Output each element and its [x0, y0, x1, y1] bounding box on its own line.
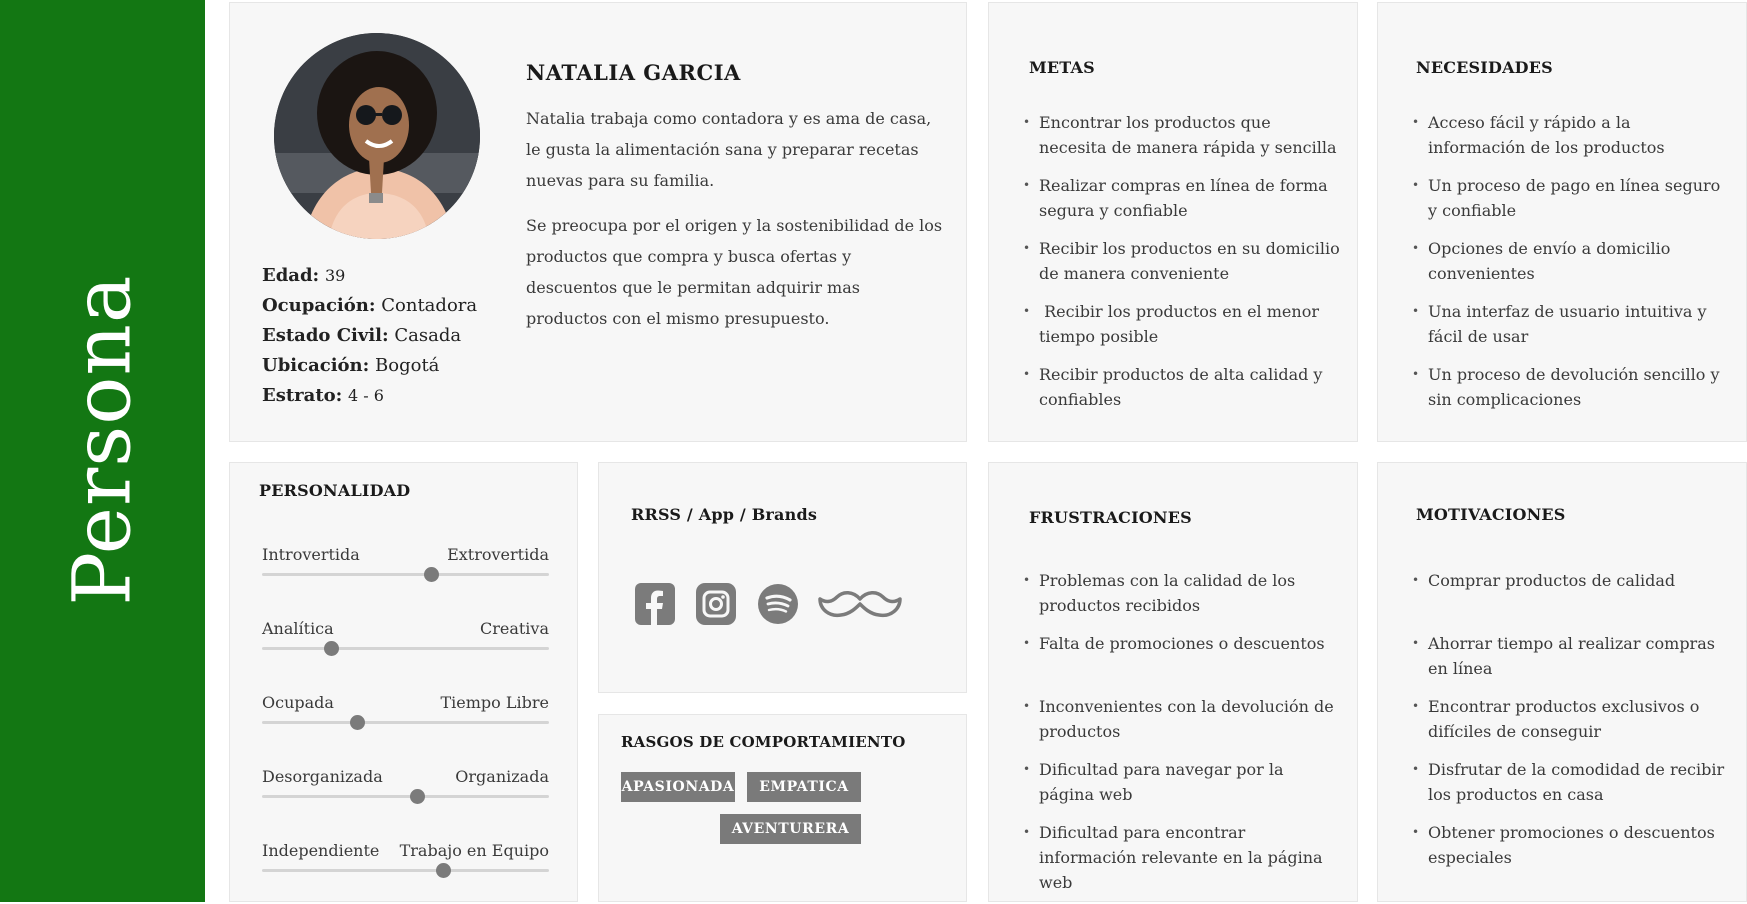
list-item: • Recibir los productos en el menor tiempo posible: [1023, 299, 1341, 349]
slider-thumb[interactable]: [410, 789, 425, 804]
slider-left-label: Introvertida: [262, 545, 360, 564]
facebook-icon[interactable]: [635, 583, 675, 625]
frustraciones-list: [1023, 568, 1341, 895]
profile-facts: [262, 261, 477, 411]
list-item: • Un proceso de pago en línea seguro y confiable: [1412, 173, 1732, 223]
persona-name: NATALIA GARCIA: [526, 60, 741, 85]
slider-thumb[interactable]: [350, 715, 365, 730]
frustraciones-card: [988, 462, 1358, 902]
slider-track[interactable]: [262, 573, 549, 576]
list-item: • Dificultad para encontrar información relevante en la página web: [1023, 820, 1341, 895]
slider-track[interactable]: [262, 721, 549, 724]
necesidades-title: NECESIDADES: [1416, 58, 1553, 77]
slider-labels: [262, 619, 549, 641]
slider-left-label: Analítica: [262, 619, 334, 638]
slider-thumb[interactable]: [324, 641, 339, 656]
list-item: • Obtener promociones o descuentos especiales: [1412, 820, 1732, 870]
list-item: • Realizar compras en línea de forma segura y confiable: [1023, 173, 1341, 223]
list-item: • Ahorrar tiempo al realizar compras en línea: [1412, 631, 1732, 681]
fact-location: Ubicación: Bogotá: [262, 355, 440, 376]
persona-bio: [526, 103, 946, 348]
trait-tag: AVENTURERA: [720, 814, 861, 844]
rasgos-title: RASGOS DE COMPORTAMIENTO: [621, 733, 906, 751]
list-item: • Dificultad para navegar por la página web: [1023, 757, 1341, 807]
slider-labels: [262, 545, 549, 567]
list-item: • Falta de promociones o descuentos: [1023, 631, 1341, 656]
fact-age: Edad: 39: [262, 265, 346, 286]
slider-thumb[interactable]: [436, 863, 451, 878]
sidebar: [0, 0, 205, 902]
trait-tag: EMPATICA: [747, 772, 861, 802]
slider-left-label: Desorganizada: [262, 767, 383, 786]
list-item: • Recibir los productos en su domicilio de manera conveniente: [1023, 236, 1341, 286]
personality-slider[interactable]: [262, 693, 549, 715]
fact-stratum: Estrato: 4 - 6: [262, 385, 384, 406]
sidebar-title: Persona: [55, 274, 149, 606]
personality-slider[interactable]: [262, 767, 549, 789]
avatar: [274, 33, 480, 239]
slider-track[interactable]: [262, 795, 549, 798]
motivaciones-list: [1412, 568, 1732, 870]
slider-left-label: Ocupada: [262, 693, 334, 712]
list-item: • Comprar productos de calidad: [1412, 568, 1732, 593]
bio-paragraph: Natalia trabaja como contadora y es ama de casa, le gusta la alimentación sana y preparar recetas nuevas para su familia.: [526, 109, 932, 190]
list-item: • Disfrutar de la comodidad de recibir los productos en casa: [1412, 757, 1732, 807]
slider-right-label: Tiempo Libre: [440, 693, 549, 712]
slider-labels: [262, 767, 549, 789]
list-item: • Inconvenientes con la devolución de productos: [1023, 694, 1341, 744]
instagram-icon[interactable]: [696, 583, 736, 625]
necesidades-card: [1377, 2, 1747, 442]
motivaciones-card: [1377, 462, 1747, 902]
metas-list: [1023, 110, 1341, 412]
slider-labels: [262, 693, 549, 715]
list-item: • Problemas con la calidad de los productos recibidos: [1023, 568, 1341, 618]
spotify-icon[interactable]: [757, 583, 799, 625]
list-item: • Un proceso de devolución sencillo y sin complicaciones: [1412, 362, 1732, 412]
slider-right-label: Trabajo en Equipo: [399, 841, 549, 860]
motivaciones-title: MOTIVACIONES: [1416, 505, 1566, 524]
list-item: • Encontrar productos exclusivos o difíciles de conseguir: [1412, 694, 1732, 744]
fact-marital-status: Estado Civil: Casada: [262, 325, 462, 346]
personalidad-title: PERSONALIDAD: [259, 481, 411, 500]
profile-card: [229, 2, 967, 442]
slider-right-label: Extrovertida: [447, 545, 549, 564]
slider-right-label: Organizada: [455, 767, 549, 786]
slider-thumb[interactable]: [424, 567, 439, 582]
bio-paragraph: Se preocupa por el origen y la sostenibilidad de los productos que compra y busca ofertas y descuentos que le permitan adquirir mas productos con el mismo presupuesto.: [526, 216, 943, 328]
necesidades-list: [1412, 110, 1732, 412]
fact-occupation: Ocupación: Contadora: [262, 295, 478, 316]
list-item: • Encontrar los productos que necesita de manera rápida y sencilla: [1023, 110, 1341, 160]
trait-tag: APASIONADA: [621, 772, 735, 802]
rasgos-card: [598, 714, 967, 902]
list-item: • Una interfaz de usuario intuitiva y fácil de usar: [1412, 299, 1732, 349]
slider-track[interactable]: [262, 869, 549, 872]
list-item: • Acceso fácil y rápido a la información de los productos: [1412, 110, 1732, 160]
list-item: • Recibir productos de alta calidad y confiables: [1023, 362, 1341, 412]
personality-slider[interactable]: [262, 545, 549, 567]
metas-card: [988, 2, 1358, 442]
mustache-icon[interactable]: [817, 589, 903, 621]
list-item: • Opciones de envío a domicilio convenientes: [1412, 236, 1732, 286]
personality-slider[interactable]: [262, 619, 549, 641]
rrss-title: RRSS / App / Brands: [631, 505, 818, 524]
frustraciones-title: FRUSTRACIONES: [1029, 508, 1192, 527]
rrss-card: [598, 462, 967, 693]
slider-left-label: Independiente: [262, 841, 380, 860]
metas-title: METAS: [1029, 58, 1095, 77]
personalidad-card: [229, 462, 578, 902]
slider-labels: [262, 841, 549, 863]
slider-right-label: Creativa: [479, 619, 549, 638]
personality-slider[interactable]: [262, 841, 549, 863]
slider-track[interactable]: [262, 647, 549, 650]
